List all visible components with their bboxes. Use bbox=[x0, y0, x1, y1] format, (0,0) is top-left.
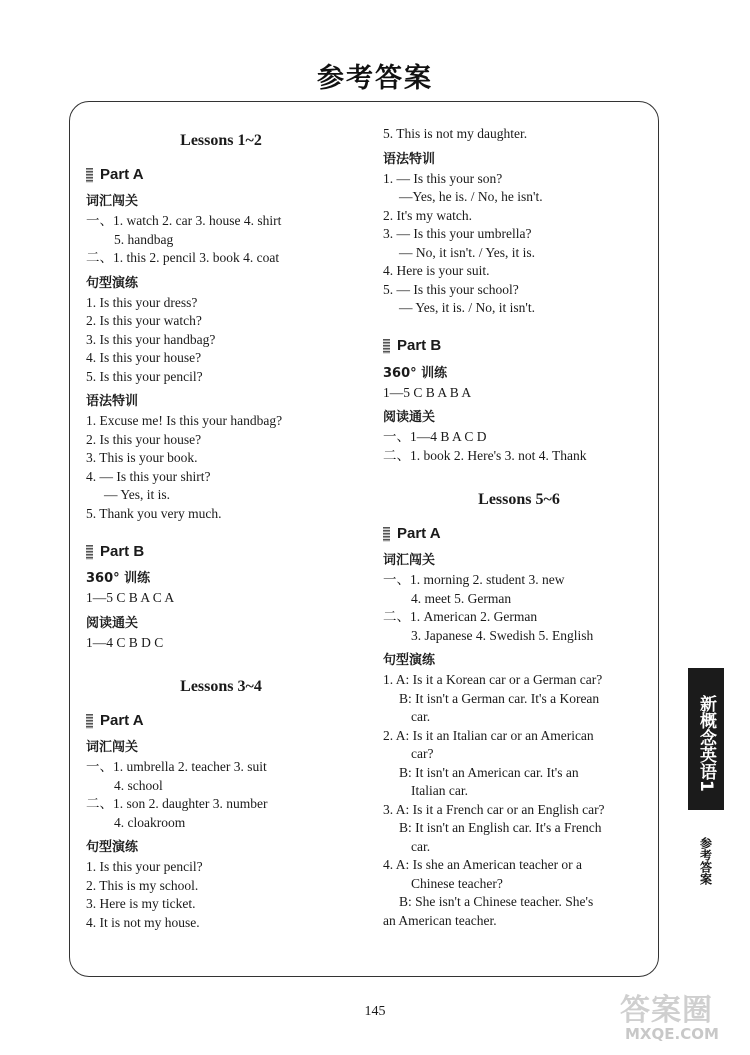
answer-line: 一、1—4 B A C D bbox=[383, 429, 487, 444]
answer-line: 二、1. book 2. Here's 3. not 4. Thank bbox=[383, 447, 587, 463]
part-a-heading bbox=[383, 523, 655, 545]
answer-line: 1. Is this your pencil? bbox=[86, 859, 203, 874]
section-title-360: 360° 训练 bbox=[86, 571, 151, 586]
part-label: Part A bbox=[100, 165, 144, 183]
part-marker-icon bbox=[86, 168, 93, 183]
answer-line: 1—5 C B A C A bbox=[86, 590, 175, 605]
lesson-heading-1-2: Lessons 1~2 bbox=[180, 132, 262, 149]
answer-line: 3. — Is this your umbrella? bbox=[383, 226, 532, 241]
answer-line: 1—4 C B D C bbox=[86, 634, 164, 650]
answer-line: 1—5 C B A B A bbox=[383, 384, 472, 400]
answer-line: B: It isn't an English car. It's a French bbox=[399, 820, 602, 835]
watermark-url: MXQE.COM bbox=[625, 1025, 719, 1043]
part-b-heading bbox=[383, 336, 655, 358]
answer-line: 3. This is your book. bbox=[86, 450, 198, 465]
page-title: 参考答案 bbox=[317, 63, 433, 94]
answer-line: 二、1. this 2. pencil 3. book 4. coat bbox=[86, 250, 280, 265]
answer-line: 1. A: Is it a Korean car or a German car? bbox=[383, 672, 603, 687]
answer-line: 4. Here is your suit. bbox=[383, 263, 490, 278]
answer-line: 4. school bbox=[114, 777, 163, 793]
answer-line: 二、1. American 2. German bbox=[383, 609, 538, 624]
answer-line: 5. Thank you very much. bbox=[86, 505, 222, 521]
answer-line: 4. — Is this your shirt? bbox=[86, 468, 211, 484]
side-tab-subtitle: 参考答案 bbox=[698, 837, 713, 885]
answer-line: 1. Excuse me! Is this your handbag? bbox=[86, 413, 283, 428]
part-label: Part B bbox=[397, 337, 442, 355]
answer-line: Italian car. bbox=[411, 783, 468, 798]
answer-line: B: She isn't a Chinese teacher. She's bbox=[399, 894, 594, 909]
part-marker-icon bbox=[383, 339, 390, 354]
section-title-grammar: 语法特训 bbox=[86, 394, 139, 409]
answer-line: 一、1. morning 2. student 3. new bbox=[383, 572, 565, 587]
answer-line: 2. A: Is it an Italian car or an American bbox=[383, 727, 594, 743]
answer-line: 3. Here is my ticket. bbox=[86, 896, 196, 911]
lesson-heading-5-6: Lessons 5~6 bbox=[478, 491, 560, 508]
answer-line: 5. Is this your pencil? bbox=[86, 368, 203, 384]
part-b-heading bbox=[86, 541, 356, 563]
answer-line: 2. Is this your watch? bbox=[86, 313, 202, 328]
section-title-reading: 阅读通关 bbox=[86, 615, 139, 631]
answer-line: an American teacher. bbox=[383, 912, 497, 928]
answer-line: 4. A: Is she an American teacher or a bbox=[383, 857, 583, 872]
answer-line: 一、1. watch 2. car 3. house 4. shirt bbox=[86, 213, 282, 228]
side-tab-title: 新概念英语1 bbox=[688, 668, 724, 810]
section-title-reading: 阅读通关 bbox=[383, 410, 436, 425]
answer-line: B: It isn't an American car. It's an bbox=[399, 764, 579, 780]
answer-line: 1. Is this your dress? bbox=[86, 294, 198, 310]
part-label: Part A bbox=[397, 524, 441, 542]
section-title-vocab: 词汇闯关 bbox=[86, 740, 139, 755]
part-label: Part A bbox=[100, 711, 144, 729]
section-title-pattern: 句型演练 bbox=[86, 840, 139, 855]
part-marker-icon bbox=[86, 714, 93, 729]
answer-line: 2. It's my watch. bbox=[383, 207, 473, 223]
answer-line: 5. handbag bbox=[114, 231, 174, 247]
answer-line: car? bbox=[411, 746, 434, 761]
answer-line: — No, it isn't. / Yes, it is. bbox=[399, 244, 535, 260]
answer-line: — Yes, it is. bbox=[104, 487, 171, 502]
section-title-grammar: 语法特训 bbox=[383, 151, 436, 167]
part-label: Part B bbox=[100, 542, 145, 560]
part-a-heading bbox=[86, 164, 356, 186]
section-title-pattern: 句型演练 bbox=[86, 275, 139, 291]
page-number: 145 bbox=[364, 1004, 386, 1019]
answer-line: 3. Is this your handbag? bbox=[86, 331, 216, 347]
answer-line: —Yes, he is. / No, he isn't. bbox=[399, 189, 543, 204]
section-title-pattern: 句型演练 bbox=[383, 653, 436, 668]
answer-line: 3. A: Is it a French car or an English car? bbox=[383, 801, 605, 817]
answer-line: B: It isn't a German car. It's a Korean bbox=[399, 690, 600, 706]
answer-line: 3. Japanese 4. Swedish 5. English bbox=[411, 627, 594, 643]
watermark-logo: 答案圈 bbox=[620, 993, 713, 1028]
answer-line: car. bbox=[411, 838, 431, 854]
section-title-vocab: 词汇闯关 bbox=[86, 194, 139, 209]
part-a-heading bbox=[86, 710, 356, 732]
answer-line: 4. meet 5. German bbox=[411, 590, 512, 606]
answer-line: 5. This is not my daughter. bbox=[383, 126, 528, 141]
answer-line: 4. cloakroom bbox=[114, 814, 186, 830]
answer-line: 2. Is this your house? bbox=[86, 431, 202, 447]
answer-line: 4. It is not my house. bbox=[86, 914, 200, 930]
answer-line: 一、1. umbrella 2. teacher 3. suit bbox=[86, 759, 267, 774]
answer-line: 5. — Is this your school? bbox=[383, 281, 519, 297]
part-marker-icon bbox=[383, 527, 390, 542]
section-title-vocab: 词汇闯关 bbox=[383, 553, 436, 568]
answer-line: 4. Is this your house? bbox=[86, 350, 202, 365]
right-column bbox=[383, 125, 655, 930]
left-column bbox=[86, 128, 356, 932]
lesson-heading-3-4: Lessons 3~4 bbox=[180, 678, 262, 695]
part-marker-icon bbox=[86, 545, 93, 560]
section-title-360: 360° 训练 bbox=[383, 365, 448, 381]
answer-line: 1. — Is this your son? bbox=[383, 170, 503, 186]
answer-line: 2. This is my school. bbox=[86, 877, 199, 893]
answer-line: Chinese teacher? bbox=[411, 875, 503, 891]
answer-line: — Yes, it is. / No, it isn't. bbox=[399, 300, 535, 315]
answer-line: 二、1. son 2. daughter 3. number bbox=[86, 796, 268, 811]
answer-line: car. bbox=[411, 709, 431, 724]
